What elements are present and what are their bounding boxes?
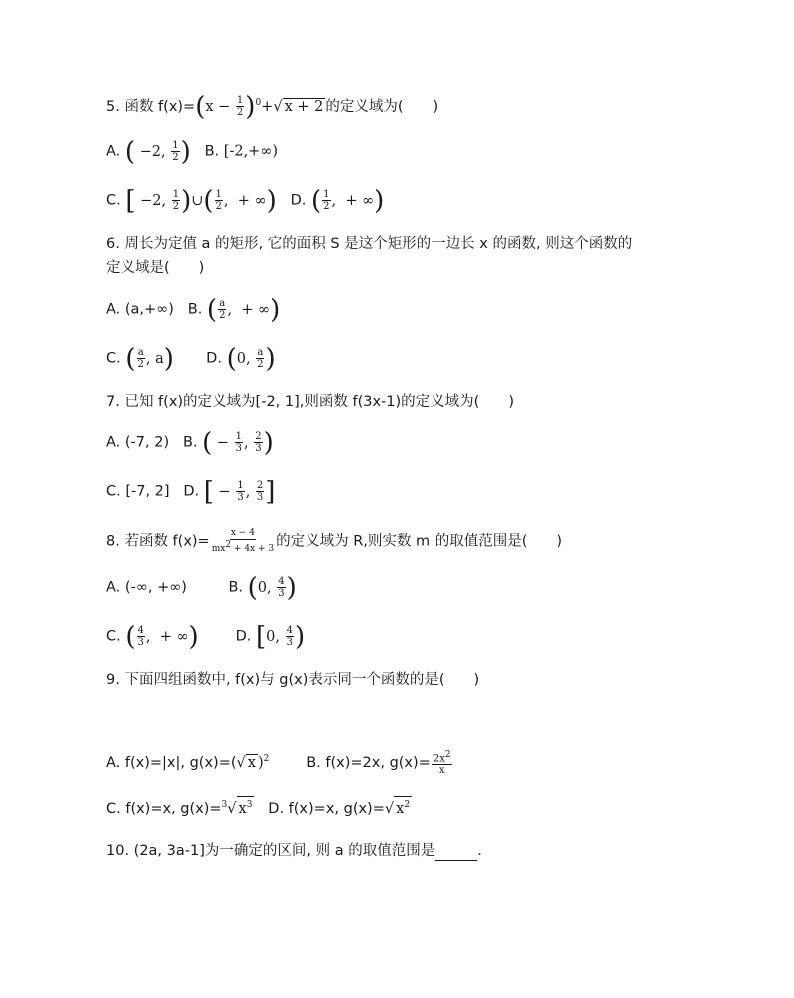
question-5-options-ab: A. ( −2, $\frac{1}{2}$ ) B. [-2,+∞) xyxy=(106,136,279,167)
question-5-options-cd: C. [ −2, $\frac{1}{2}$ )∪( $\frac{1}{2}$ , + ∞) D. ( $\frac{1}{2}$ , + ∞) xyxy=(106,185,385,216)
answer-blank[interactable] xyxy=(435,846,477,861)
question-6-stem-line1: 6. 周长为定值 a 的矩形, 它的面积 S 是这个矩形的一边长 x 的函数, 则这个函数的 xyxy=(106,236,633,252)
question-7-options-ab: A. (-7, 2) B. ( − $\frac{1}{3}$ , $\frac{2}{3}$ ) xyxy=(106,427,274,458)
question-6-options-ab: A. (a,+∞) B. ( $\frac{a}{2}$ , + ∞) xyxy=(106,294,281,325)
question-10-stem: 10. (2a, 3a-1]为一确定的区间, 则 a 的取值范围是 . xyxy=(106,843,482,859)
question-8-options-cd: C. ( $\frac{4}{3}$ , + ∞) D. [0, $\frac{4}{3}$ ) xyxy=(106,621,306,652)
question-9-stem: 9. 下面四组函数中, f(x)与 g(x)表示同一个函数的是( ) xyxy=(106,672,480,688)
question-7-options-cd: C. [-7, 2] D. [ − $\frac{1}{3}$ , $\frac{2}{3}$ ] xyxy=(106,476,276,507)
question-8-stem: 8. 若函数 f(x)= $\frac{x - 4}{mx^2 + 4x + 3}$ 的定义域为 R,则实数 m 的取值范围是( ) xyxy=(106,528,563,554)
question-6-options-cd: C. ( $\frac{a}{2}$ , a) D. (0, $\frac{a}{2}$ ) xyxy=(106,343,276,374)
question-8-options-ab: A. (-∞, +∞) B. (0, $\frac{4}{3}$ ) xyxy=(106,572,297,603)
question-5-stem: 5. 函数 f(x)=(x − $\frac{1}{2}$ )$^0$+√ x + 2 的定义域为( ) xyxy=(106,91,439,122)
question-9-options-ab: A. f(x)=|x|, g(x)=(√ x )$^2$ B. f(x)=2x, g(x)= $\frac{2x^2}{x}$ xyxy=(106,749,451,776)
question-6-stem-line2: 定义域是( ) xyxy=(106,260,205,276)
question-9-options-cd: C. f(x)=x, g(x)=$^3$√ $x^3$ D. f(x)=x, g(x)=√ $x^2$ xyxy=(106,795,412,819)
question-7-stem: 7. 已知 f(x)的定义域为[-2, 1],则函数 f(3x-1)的定义域为( ) xyxy=(106,394,514,410)
